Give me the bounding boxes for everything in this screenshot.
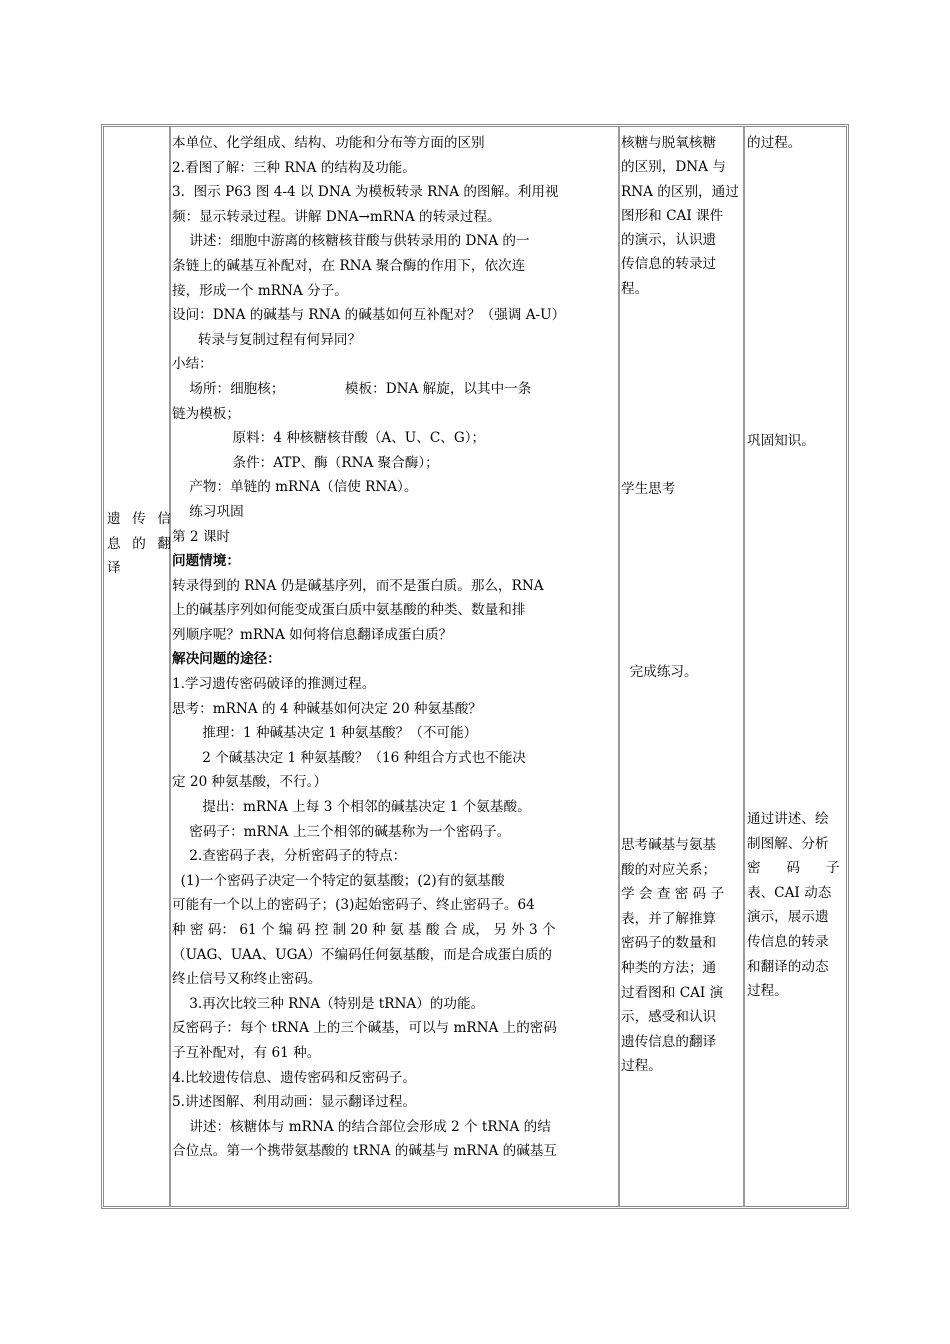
- design-purpose-line: 和翻译的动态: [747, 958, 829, 975]
- section-label-line: 译: [107, 560, 121, 577]
- content-line: 可能有一个以上的密码子；(3)起始密码子、终止密码子。64: [172, 897, 535, 914]
- student-activity-line: 完成练习。: [621, 664, 698, 680]
- design-purpose-line: 过程。: [747, 983, 788, 1000]
- teaching-content-cell: [172, 131, 619, 1164]
- content-line: （UAG、UAA、UGA）不编码任何氨基酸，而是合成蛋白质的: [172, 946, 552, 963]
- section-label-cell: [107, 507, 171, 581]
- student-activity-line: 程。: [621, 280, 649, 297]
- student-activity-line: 过程。: [621, 1058, 662, 1075]
- design-purpose-line: 传信息的转录: [747, 933, 829, 950]
- content-line: 定 20 种氨基酸，不行。）: [172, 774, 328, 791]
- design-purpose-line: 通过讲述、绘: [747, 811, 829, 827]
- student-activity-line: 遗传信息的翻译: [621, 1033, 717, 1050]
- content-line: 推理：1 种碱基决定 1 种氨基酸？（不可能）: [172, 725, 478, 742]
- student-activity-line: 过看图和 CAI 演: [621, 984, 724, 1001]
- design-purpose-block: [747, 131, 847, 156]
- content-line: 子互补配对，有 61 种。: [172, 1044, 321, 1061]
- content-line: 本单位、化学组成、结构、功能和分布等方面的区别: [172, 135, 485, 151]
- content-line: 转录得到的 RNA 仍是碱基序列，而不是蛋白质。那么，RNA: [172, 577, 544, 594]
- design-purpose-line: 巩固知识。: [747, 433, 815, 449]
- content-line: (1)一个密码子决定一个特定的氨基酸；(2)有的氨基酸: [172, 872, 505, 889]
- content-line: 转录与复制过程有何异同？: [172, 331, 362, 348]
- student-activity-line: 图形和 CAI 课件: [621, 207, 724, 224]
- content-line: 产物：单链的 mRNA（信使 RNA）。: [172, 479, 418, 496]
- content-line: 链为模板；: [172, 405, 240, 422]
- content-line: 练习巩固: [172, 503, 244, 520]
- student-activity-line: 密码子的数量和: [621, 935, 717, 952]
- content-line: 终止信号又称终止密码。: [172, 971, 322, 988]
- content-line: 反密码子：每个 tRNA 上的三个碱基，可以与 mRNA 上的密码: [172, 1020, 557, 1037]
- lesson-plan-table: [101, 124, 849, 1209]
- student-activity-line: 学生思考: [621, 481, 676, 497]
- section-label-line: 遗 传 信: [107, 511, 171, 527]
- student-activity-line: RNA 的区别，通过: [621, 183, 739, 200]
- content-line: 5.讲述图解、利用动画：显示翻译过程。: [172, 1094, 417, 1111]
- content-line: 条件：ATP、酶（RNA 聚合酶）；: [172, 454, 439, 471]
- content-line: 原料：4 种核糖核苷酸（A、U、C、G）；: [172, 430, 486, 447]
- student-activity-line: 传信息的转录过: [621, 256, 717, 273]
- content-line: 思考：mRNA 的 4 种碱基如何决定 20 种氨基酸？: [172, 700, 482, 717]
- content-line: 1.学习遗传密码破译的推测过程。: [172, 676, 376, 693]
- content-line: 2.查密码子表，分析密码子的特点：: [172, 848, 407, 865]
- content-line: 2 个碱基决定 1 种氨基酸？（16 种组合方式也不能决: [172, 749, 527, 766]
- content-line: 列顺序呢？mRNA 如何将信息翻译成蛋白质？: [172, 626, 453, 643]
- design-purpose-line: 密 码 子: [747, 860, 840, 877]
- content-line: 3.再次比较三种 RNA（特别是 tRNA）的功能。: [172, 995, 485, 1012]
- section-label-line: 息 的 翻: [107, 535, 171, 552]
- content-line: 合位点。第一个携带氨基酸的 tRNA 的碱基与 mRNA 的碱基互: [172, 1143, 557, 1160]
- design-purpose-line: 制图解、分析: [747, 835, 829, 852]
- design-purpose-line: 的过程。: [747, 135, 802, 151]
- student-activity-block: [621, 477, 744, 502]
- student-activity-line: 思考碱基与氨基: [621, 837, 717, 853]
- content-heading: 问题情境：: [172, 553, 240, 570]
- content-line: 条链上的碱基互补配对，在 RNA 聚合酶的作用下，依次连: [172, 257, 526, 274]
- student-activity-block: [621, 833, 744, 1079]
- content-line: 场所：细胞核； 模板：DNA 解旋，以其中一条: [172, 380, 532, 397]
- student-activity-line: 的区别，DNA 与: [621, 159, 726, 176]
- student-activity-line: 酸的对应关系；: [621, 861, 717, 878]
- content-line: 3. 图示 P63 图 4-4 以 DNA 为模板转录 RNA 的图解。利用视: [172, 184, 559, 201]
- design-purpose-line: 表、CAI 动态: [747, 884, 832, 901]
- content-line: 提出：mRNA 上每 3 个相邻的碱基决定 1 个氨基酸。: [172, 799, 531, 816]
- content-heading: 解决问题的途径：: [172, 651, 281, 668]
- content-line: 上的碱基序列如何能变成蛋白质中氨基酸的种类、数量和排: [172, 602, 526, 619]
- content-line: 小结：: [172, 356, 213, 373]
- design-purpose-block: [747, 807, 847, 1004]
- column-divider: [169, 127, 171, 1206]
- content-line: 设问：DNA 的碱基与 RNA 的碱基如何互补配对？（强调 A-U）: [172, 307, 566, 324]
- student-activity-line: 种类的方法；通: [621, 959, 717, 976]
- content-line: 4.比较遗传信息、遗传密码和反密码子。: [172, 1069, 417, 1086]
- content-line: 第 2 课时: [172, 528, 231, 545]
- design-purpose-line: 演示，展示遗: [747, 909, 829, 926]
- student-activity-line: 学 会 查 密 码 子: [621, 886, 725, 903]
- student-activity-block: [621, 131, 744, 301]
- content-line: 种 密 码： 61 个 编 码 控 制 20 种 氨 基 酸 合 成， 另 外 3 个: [172, 922, 556, 938]
- content-line: 密码子：mRNA 上三个相邻的碱基称为一个密码子。: [172, 823, 511, 840]
- student-activity-line: 示，感受和认识: [621, 1009, 717, 1026]
- content-line: 讲述：核糖体与 mRNA 的结合部位会形成 2 个 tRNA 的结: [172, 1118, 551, 1135]
- student-activity-line: 的演示，认识遗: [621, 232, 717, 249]
- content-line: 接，形成一个 mRNA 分子。: [172, 282, 348, 299]
- student-activity-line: 表，并了解推算: [621, 910, 717, 927]
- content-line: 2.看图了解：三种 RNA 的结构及功能。: [172, 159, 416, 176]
- content-line: 讲述：细胞中游离的核糖核苷酸与供转录用的 DNA 的一: [172, 233, 530, 250]
- design-purpose-block: [747, 429, 847, 454]
- student-activity-line: 核糖与脱氧核糖: [621, 135, 717, 151]
- student-activity-block: [621, 660, 744, 685]
- content-line: 频：显示转录过程。讲解 DNA→mRNA 的转录过程。: [172, 208, 501, 225]
